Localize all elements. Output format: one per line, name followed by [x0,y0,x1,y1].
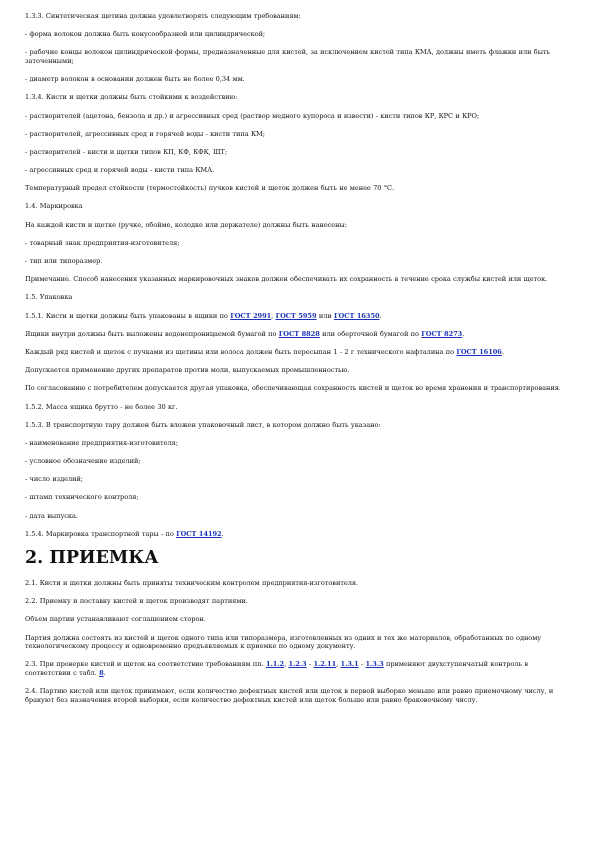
text-run: 1.5.4. Маркировка транспортной тары - по [25,529,177,538]
link-gost-8273[interactable]: ГОСТ 8273 [421,329,463,338]
list-item-release-date: - дата выпуска. [25,511,78,520]
list-item-aggressive-hot-water: - агрессивных сред и горячей воды - кисти типа КМА. [25,166,215,175]
paragraph-2-2: 2.2. Приемку и поставку кистей и щеток производят партиями. [25,597,248,606]
link-clause-1-3-1[interactable]: 1.3.1 [340,660,359,669]
paragraph-1-5-4 [25,530,573,539]
link-gost-16350[interactable]: ГОСТ 16350 [334,311,380,320]
paragraph-2-3 [25,660,573,677]
text-run: применяют двухступенчатый контроль в соответствии с табл. [25,660,529,677]
text-run: Ящики внутри должны быть выложены водонепроницаемой бумагой по [25,329,279,338]
link-gost-14192[interactable]: ГОСТ 14192 [176,529,222,538]
paragraph-marking-note: Примечание. Способ нанесения указанных маркировочных знаков должен обеспечивать их сохранность в течение срока службы кистей или щеток. [25,275,548,284]
link-clause-1-2-11[interactable]: 1.2.11 [313,660,337,669]
paragraph-marking-intro: На каждой кисти и щетке (ручке, обойме, колодке или держателе) должны быть нанесены: [25,220,347,229]
list-item-fiber-shape: - форма волокон должна быть конусообразной или цилиндрической; [25,30,266,39]
paragraph-heat-resistance: Температурный предел стойкости (термостойкость) пучков кистей и щеток должен быть не менее 70 °С. [25,184,395,193]
paragraph-2-4: 2.4. Партию кистей или щеток принимают, если количество дефектных кистей или щеток в первой выборке меньше или равно приемочному числу, и бракуют без назначения второй выборки, если количество дефектных кистей или щеток больше или равно браковочному числу. [25,687,554,704]
text-run: . [501,347,504,356]
list-item-trademark: - товарный знак предприятия-изготовителя; [25,238,180,247]
subheading-1-5-packaging: 1.5. Упаковка [25,293,73,302]
list-item-quantity: - число изделий; [25,475,83,484]
list-item-manufacturer: - наименование предприятия-изготовителя; [25,438,178,447]
paragraph-1-3-3: 1.3.3. Синтетическая щетина должна удовлетворять следующим требованиям: [25,12,301,20]
list-item-solvents-hot-water: - растворителей, агрессивных сред и горячей воды - кисти типа КМ; [25,129,265,138]
text-run: Каждый ряд кистей и щеток с пучками из щетины или волоса должен быть пересыпан 1 - 2 г технического нафталина по [25,347,457,356]
link-clause-1-2-3[interactable]: 1.2.3 [288,660,307,669]
link-clause-1-1-2[interactable]: 1.1.2 [265,660,285,669]
paragraph-box-lining [25,330,573,339]
text-run: или [316,311,335,320]
text-run: . [379,311,382,320]
link-gost-2991[interactable]: ГОСТ 2991 [230,311,272,320]
text-run: , [284,660,289,669]
list-item-solvents-only: - растворителей - кисти и щетки типов КП, КФ, КФК, ЩТ; [25,147,228,156]
text-run: или оберточной бумагой по [319,329,422,338]
paragraph-batch-composition: Партия должна состоять из кистей и щеток одного типа или типоразмера, изготовленных из одних и тех же материалов, обработанных по одному технологическому процессу и одновременно предъявляемых к приемке по одному документу. [25,633,542,651]
paragraph-batch-volume: Объем партии устанавливают соглашением сторон. [25,615,206,624]
link-clause-1-3-3[interactable]: 1.3.3 [365,660,384,669]
list-item-working-ends: - рабочие концы волокон цилиндрической формы, предназначенные для кистей, за исключением кистей типа КМА, должны иметь флажки или быть заточенными; [25,48,551,65]
text-run: 1.5.1. Кисти и щетки должны быть упакованы в ящики по [25,311,231,320]
link-gost-5959[interactable]: ГОСТ 5959 [275,311,317,320]
list-item-fiber-diameter: - диаметр волокон в основании должен быть не более 0,34 мм. [25,75,245,84]
paragraph-naphthalene [25,348,573,357]
paragraph-2-1: 2.1. Кисти и щетки должны быть приняты техническим контролем предприятия-изготовителя. [25,579,359,588]
paragraph-1-3-4: 1.3.4. Кисти и щетки должны быть стойкими к воздействию: [25,93,238,102]
text-run: . [462,329,465,338]
text-run: . [221,529,224,538]
text-run: - [358,660,366,669]
subheading-1-4-marking: 1.4. Маркировка [25,202,83,211]
paragraph-1-5-1 [25,312,573,321]
paragraph-other-packaging: По согласованию с потребителем допускается другая упаковка, обеспечивающая сохранность кистей и щеток во время хранения и транспортирования. [25,384,561,393]
paragraph-1-5-3: 1.5.3. В транспортную тару должен быть вложен упаковочный лист, в котором должно быть указано: [25,420,381,429]
section-heading-acceptance: 2. ПРИЕМКА [25,548,159,569]
list-item-qc-stamp: - штамп технического контроля; [25,493,139,502]
list-item-type-size: - тип или типоразмер. [25,257,103,266]
text-run: , [271,311,276,320]
link-table-8[interactable]: 8 [99,668,104,677]
link-gost-8828[interactable]: ГОСТ 8828 [278,329,320,338]
text-run: - [306,660,314,669]
text-run: . [103,668,106,677]
paragraph-1-5-2: 1.5.2. Масса ящика брутто - не более 30 кг. [25,402,178,411]
list-item-solvents-aggressive: - растворителей (ацетона, бензола и др.) и агрессивных сред (раствор медного купороса и извести) - кисти типов КР, КРС и КРО; [25,111,480,120]
link-gost-16106[interactable]: ГОСТ 16106 [456,347,502,356]
text-run: 2.3. При проверке кистей и щеток на соответствие требованиям пп. [25,660,266,669]
paragraph-moth-preparations: Допускается применение других препаратов против моли, выпускаемых промышленностью. [25,366,350,375]
list-item-designation: - условное обозначение изделий; [25,457,141,466]
document-page [25,12,573,714]
text-run: , [336,660,341,669]
